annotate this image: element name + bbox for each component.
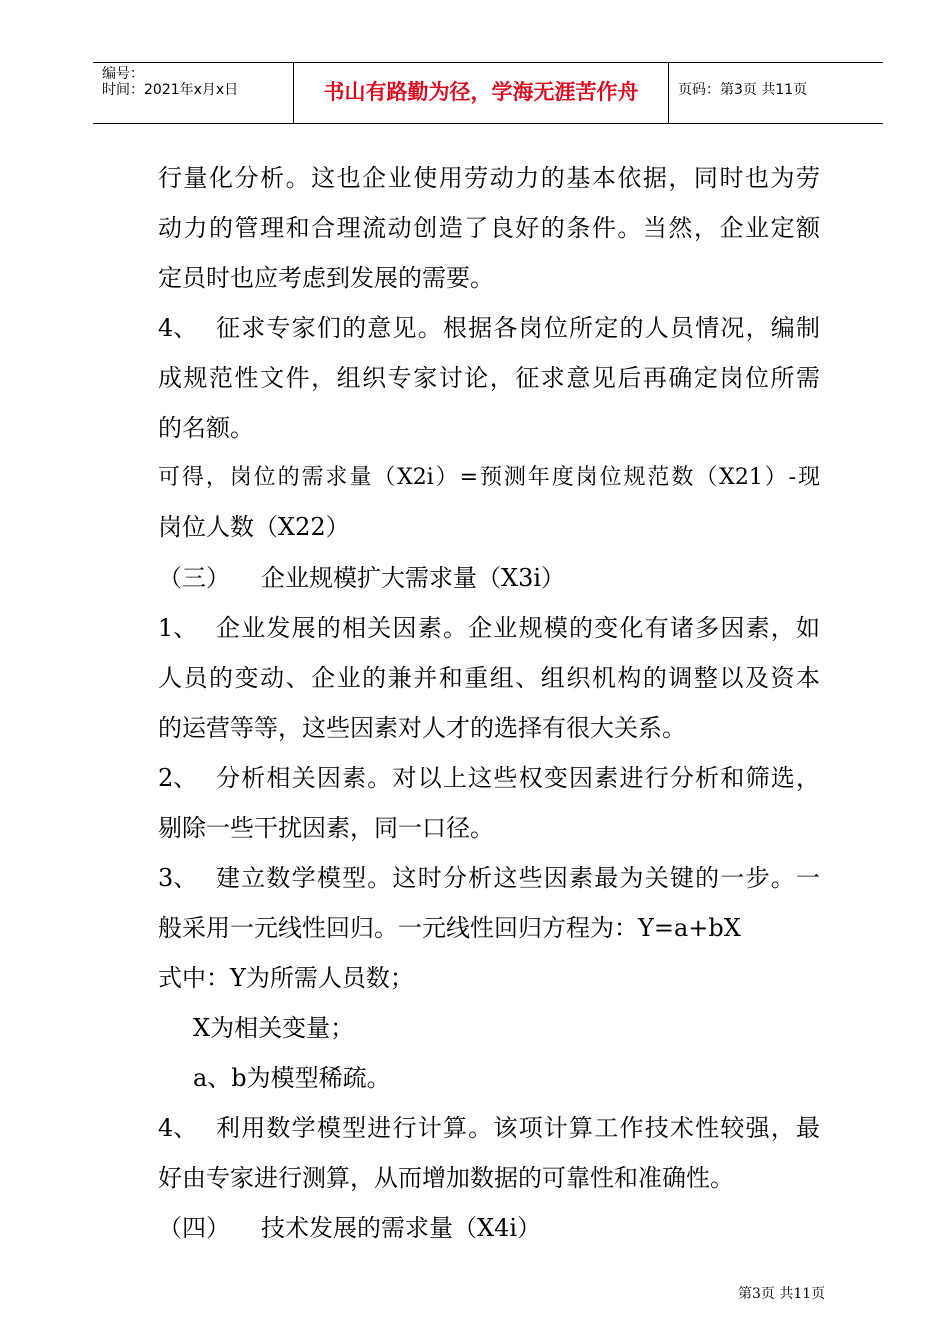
page-footer-number: 第3页 共11页 — [738, 1286, 826, 1302]
section-number: （四） — [158, 1214, 230, 1242]
paragraph-line: 征求专家们的意见。根据各岗位所定的人员情况，编制 — [216, 314, 820, 342]
document-time-label: 时间：2021年x月x日 — [102, 82, 239, 98]
paragraph-line: 定员时也应考虑到发展的需要。 — [158, 264, 494, 292]
formula-line: 岗位人数（X22） — [158, 513, 350, 541]
header-page-number: 页码：第3页 共11页 — [678, 82, 808, 98]
paragraph-line: 剔除一些干扰因素，同一口径。 — [158, 814, 494, 842]
paragraph-line: 的运营等等，这些因素对人才的选择有很大关系。 — [158, 714, 686, 742]
paragraph-line: 人员的变动、企业的兼并和重组、组织机构的调整以及资本 — [158, 664, 820, 692]
formula-definition: a、b为模型稀疏。 — [193, 1064, 391, 1092]
section-heading: 企业规模扩大需求量（X3i） — [261, 564, 566, 592]
header-motto: 书山有路勤为径，学海无涯苦作舟 — [323, 80, 639, 104]
formula-definition: X为相关变量； — [193, 1014, 355, 1042]
list-number: 3、 — [158, 864, 198, 892]
formula-line: 可得，岗位的需求量（X2i）=预测年度岗位规范数（X21）-现 — [158, 465, 820, 490]
paragraph-line: 行量化分析。这也企业使用劳动力的基本依据，同时也为劳 — [158, 164, 820, 192]
paragraph-line: 建立数学模型。这时分析这些因素最为关键的一步。一 — [216, 864, 820, 892]
paragraph-line: 企业发展的相关因素。企业规模的变化有诸多因素，如 — [216, 614, 820, 642]
paragraph-line: 成规范性文件，组织专家讨论，征求意见后再确定岗位所需 — [158, 364, 820, 392]
formula-definition: 式中：Y为所需人员数； — [158, 964, 414, 992]
paragraph-line: 动力的管理和合理流动创造了良好的条件。当然，企业定额 — [158, 214, 820, 242]
section-heading: 技术发展的需求量（X4i） — [261, 1214, 542, 1242]
section-number: （三） — [158, 564, 230, 592]
header-motto-cell — [293, 63, 669, 123]
header-meta-cell — [93, 63, 293, 123]
header-page-cell — [668, 63, 883, 123]
list-number: 2、 — [158, 764, 198, 792]
paragraph-line: 般采用一元线性回归。一元线性回归方程为：Y=a+bX — [158, 914, 741, 942]
list-number: 1、 — [158, 614, 198, 642]
paragraph-line: 利用数学模型进行计算。该项计算工作技术性较强，最 — [216, 1114, 820, 1142]
document-code-label: 编号： — [102, 66, 144, 82]
list-number: 4、 — [158, 314, 198, 342]
list-number: 4、 — [158, 1114, 198, 1142]
paragraph-line: 分析相关因素。对以上这些权变因素进行分析和筛选， — [216, 764, 820, 792]
paragraph-line: 好由专家进行测算，从而增加数据的可靠性和准确性。 — [158, 1164, 734, 1192]
page-header — [93, 62, 883, 124]
paragraph-line: 的名额。 — [158, 414, 254, 442]
